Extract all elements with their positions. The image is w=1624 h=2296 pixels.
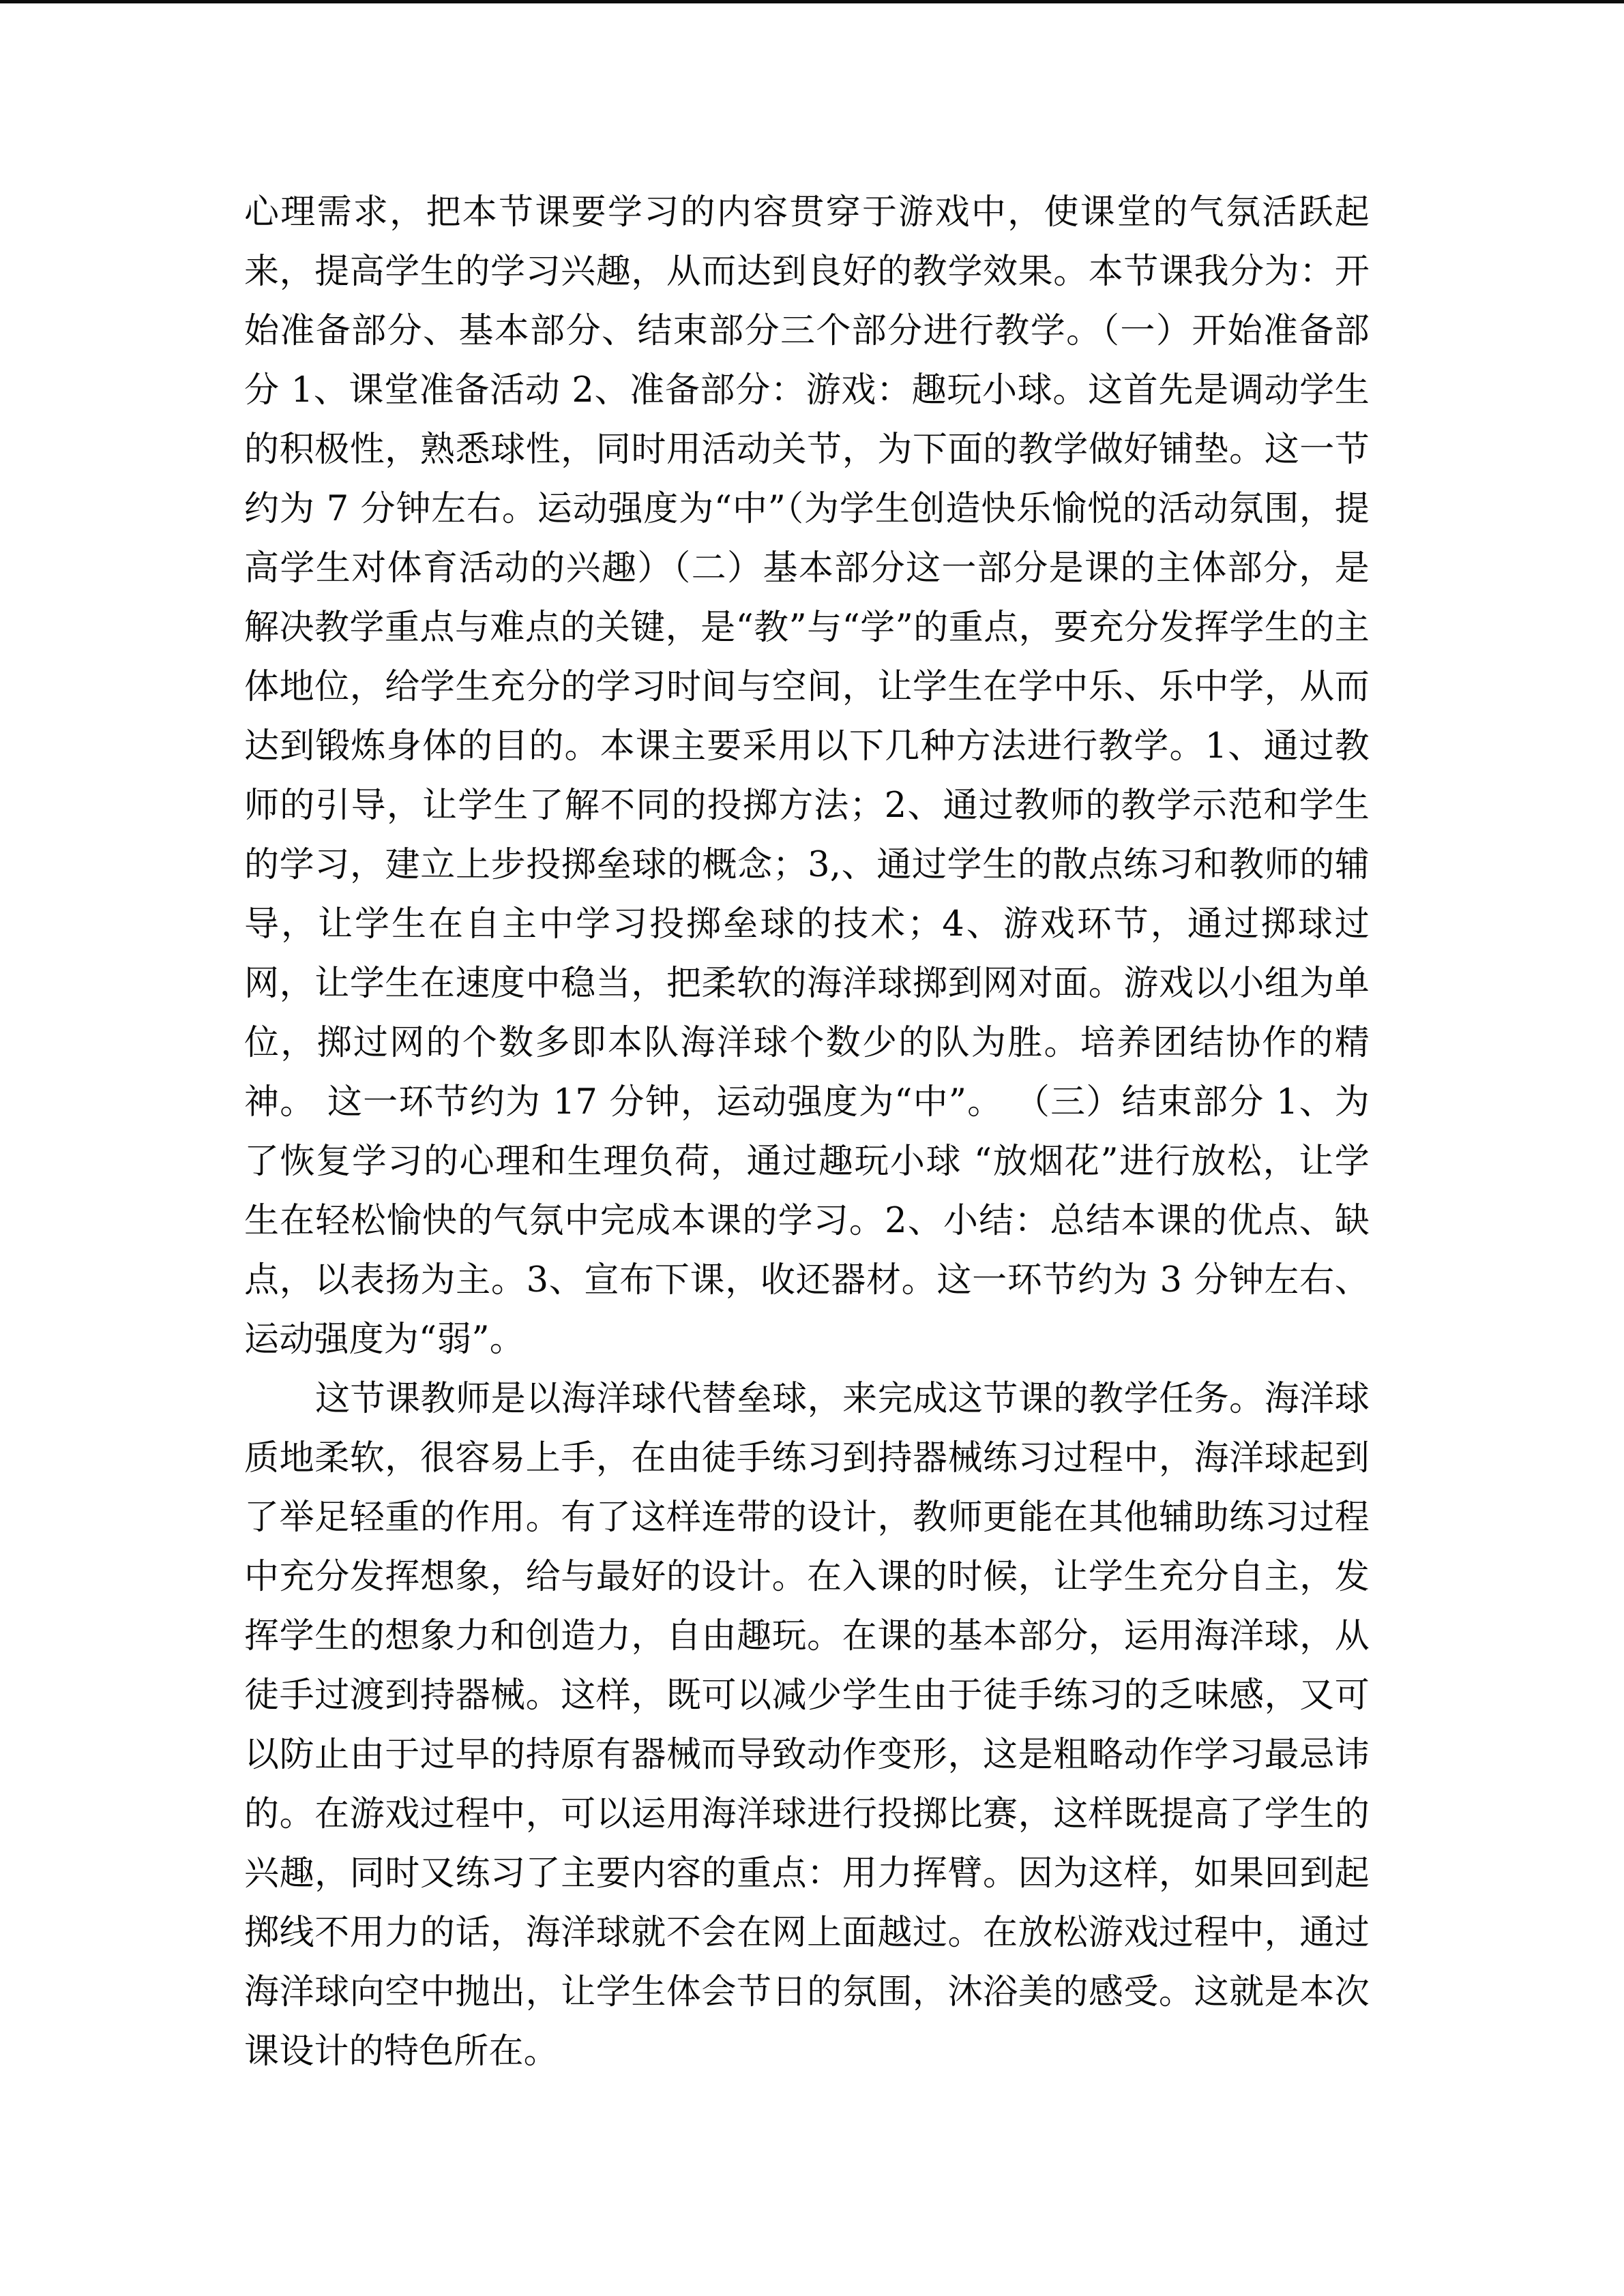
body-paragraph-1: 心理需求，把本节课要学习的内容贯穿于游戏中，使课堂的气氛活跃起来，提高学生的学习兴趣，从而达到良好的教学效果。本节课我分为：开始准备部分、基本部分、结束部分三个部分进行教学。（一）开始准备部分 1、课堂准备活动 2、准备部分：游戏：趣玩小球。这首先是调动学生的积极性，熟悉球性，同时用活动关节，为下面的教学做好铺垫。这一节约为 7 分钟左右。运动强度为“中”（为学生创造快乐愉悦的活动氛围，提高学生对体育活动的兴趣）（二）基本部分这一部分是课的主体部分，是解决教学重点与难点的关键，是“教”与“学”的重点，要充分发挥学生的主体地位，给学生充分的学习时间与空间，让学生在学中乐、乐中学，从而达到锻炼身体的目的。本课主要采用以下几种方法进行教学。1、通过教师的引导，让学生了解不同的投掷方法；2、通过教师的教学示范和学生的学习，建立上步投掷垒球的概念；3,、通过学生的散点练习和教师的辅导，让学生在自主中学习投掷垒球的技术；4、游戏环节，通过掷球过网，让学生在速度中稳当，把柔软的海洋球掷到网对面。游戏以小组为单位，掷过网的个数多即本队海洋球个数少的队为胜。培养团结协作的精神。 这一环节约为 17 分钟，运动强度为“中”。 （三）结束部分 1、为了恢复学习的心理和生理负荷，通过趣玩小球 “放烟花”进行放松，让学生在轻松愉快的气氛中完成本课的学习。2、小结：总结本课的优点、缺点，以表扬为主。3、宣布下课，收还器材。这一环节约为 3 分钟左右、运动强度为“弱”。: [244, 192, 1370, 1360]
page-top-edge-rule: [0, 0, 1624, 3]
document-text-column: [244, 183, 1370, 2081]
body-paragraph-2: 这节课教师是以海洋球代替垒球，来完成这节课的教学任务。海洋球质地柔软，很容易上手，在由徒手练习到持器械练习过程中，海洋球起到了举足轻重的作用。有了这样连带的设计，教师更能在其他辅助练习过程中充分发挥想象，给与最好的设计。在入课的时候，让学生充分自主，发挥学生的想象力和创造力，自由趣玩。在课的基本部分，运用海洋球，从徒手过渡到持器械。这样，既可以减少学生由于徒手练习的乏味感，又可以防止由于过早的持原有器械而导致动作变形，这是粗略动作学习最忌讳的。在游戏过程中，可以运用海洋球进行投掷比赛，这样既提高了学生的兴趣，同时又练习了主要内容的重点：用力挥臂。因为这样，如果回到起掷线不用力的话，海洋球就不会在网上面越过。在放松游戏过程中，通过海洋球向空中抛出，让学生体会节日的氛围，沐浴美的感受。这就是本次课设计的特色所在。: [244, 1379, 1370, 2072]
